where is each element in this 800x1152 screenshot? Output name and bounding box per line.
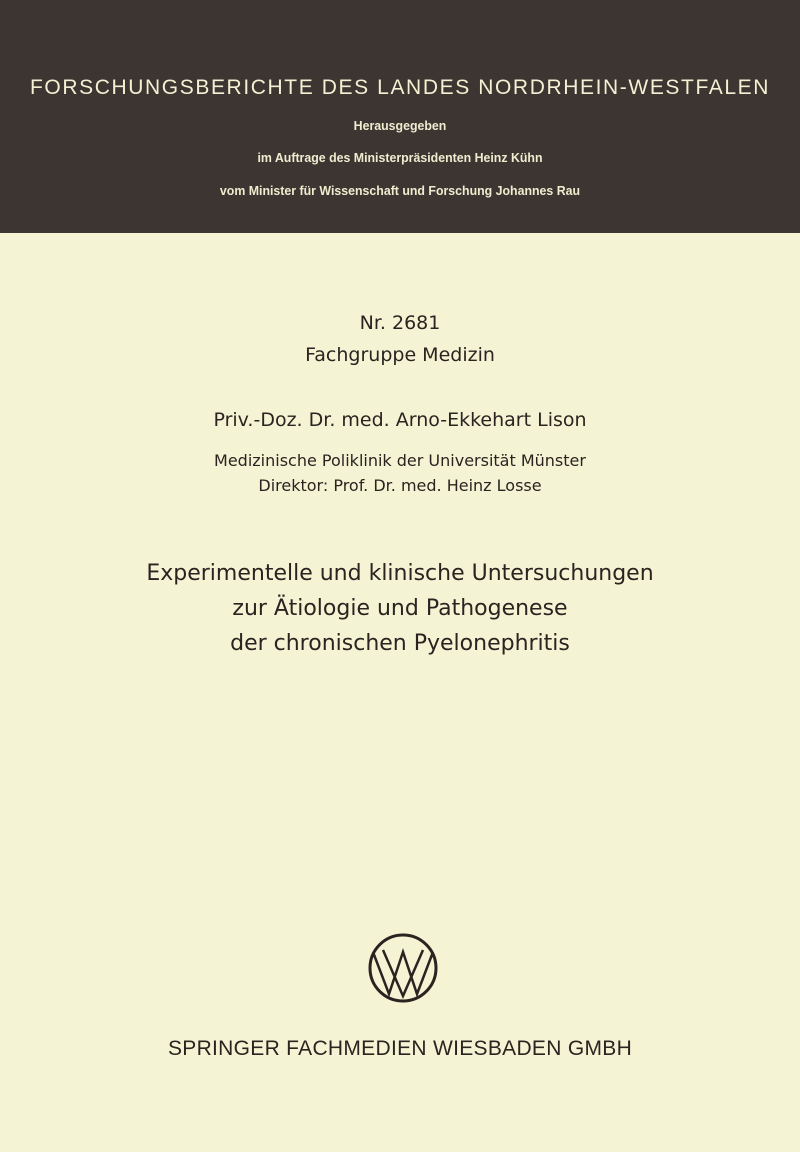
header-band — [0, 0, 800, 233]
publisher-name: SPRINGER FACHMEDIEN WIESBADEN GMBH — [167, 1037, 633, 1060]
subject-group: Fachgruppe Medizin — [305, 344, 495, 366]
director: Direktor: Prof. Dr. med. Heinz Losse — [258, 476, 542, 495]
title-line-3: der chronischen Pyelonephritis — [230, 631, 570, 656]
editor-line-3: vom Minister für Wissenschaft und Forschung Johannes Rau — [219, 183, 581, 198]
author: Priv.-Doz. Dr. med. Arno-Ekkehart Lison — [213, 409, 587, 431]
title-line-1: Experimentelle und klinische Untersuchungen — [146, 561, 654, 586]
publisher-logo-icon — [367, 932, 439, 1004]
report-number: Nr. 2681 — [359, 312, 441, 334]
editor-line-2: im Auftrage des Ministerpräsidenten Heinz Kühn — [257, 150, 543, 165]
series-title: FORSCHUNGSBERICHTE DES LANDES NORDRHEIN-WESTFALEN — [30, 76, 770, 99]
title-line-2: zur Ätiologie und Pathogenese — [232, 596, 568, 621]
editor-line-1: Herausgegeben — [353, 118, 447, 133]
institution: Medizinische Poliklinik der Universität Münster — [214, 451, 586, 470]
